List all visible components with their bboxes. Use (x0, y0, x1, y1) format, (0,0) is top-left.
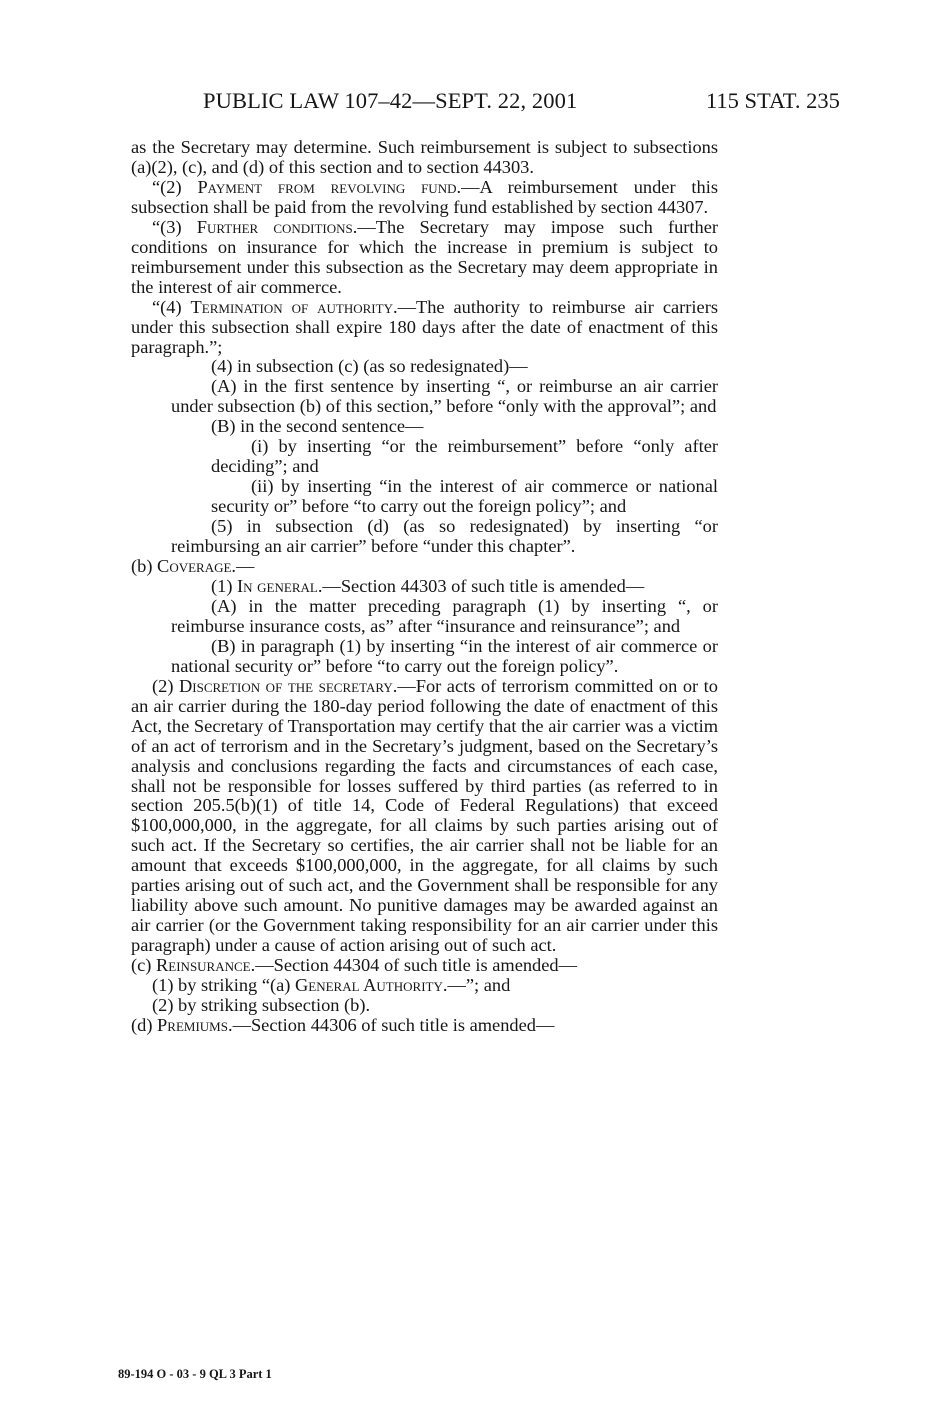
paragraph-heading: Further conditions. (196, 216, 358, 237)
paragraph-number: “(2) (152, 176, 198, 197)
paragraph-in-general (131, 577, 718, 597)
law-body-text (131, 138, 718, 1036)
clause-5-subsection-d: (5) in subsection (d) (as so redesignated) by inserting “or reimbursing an air carrier” before “under this chapter”. (171, 516, 718, 557)
section-number: (b) (131, 556, 158, 577)
paragraph-text: —The authority to reimburse air carriers under this subsection shall expire 180 days after the date of enactment of this paragraph.”; (131, 296, 718, 357)
section-number: (c) (131, 955, 157, 976)
clause-c-2: (2) by striking subsection (b). (152, 994, 371, 1015)
clause-heading: General Authority. (295, 975, 448, 996)
section-heading: Reinsurance. (156, 955, 256, 976)
paragraph-heading: Payment from revolving fund. (197, 176, 462, 197)
paragraph-termination-of-authority (131, 298, 718, 358)
clause-text: (1) by striking “(a) (152, 975, 295, 996)
paragraph-number: (1) (211, 575, 238, 596)
clause-c-1 (131, 976, 718, 996)
section-c-reinsurance (131, 956, 718, 976)
paragraph-number: “(4) (152, 296, 191, 317)
print-job-code: 89-194 O - 03 - 9 QL 3 Part 1 (118, 1367, 272, 1381)
statute-page-number: 115 STAT. 235 (706, 88, 840, 113)
clause-4-B-ii: (ii) by inserting “in the interest of air commerce or national security or” before “to carry out the foreign policy”; and (211, 476, 718, 517)
paragraph-number: (2) (152, 675, 179, 696)
clause-1-A: (A) in the matter preceding paragraph (1) by inserting “, or reimburse insurance costs, as” after “insurance and reinsurance”; and (171, 595, 718, 636)
clause-4-B: (B) in the second sentence— (211, 416, 424, 437)
section-heading: Coverage. (157, 556, 237, 577)
paragraph-heading: In general. (237, 575, 323, 596)
paragraph-text: —For acts of terrorism committed on or to an air carrier during the 180-day period following the date of enactment of this Act, the Secretary of Transportation may certify that the air carrier was a victim of an act of terrorism and in the Secretary’s judgment, based on the Secretary’s analysis and conclusions regarding the facts and circumstances of each case, shall not be responsible for losses suffered by third parties (as referred to in section 205.5(b)(1) of title 14, Code of Federal Regulations) that exceed $100,000,000, in the aggregate, for all claims by such parties arising out of such act. If the Secretary so certifies, the air carrier shall not be liable for an amount that exceeds $100,000,000, in the aggregate, for all claims by such parties arising out of such act, and the Government shall be responsible for any liability above such amount. No punitive damages may be awarded against an air carrier (or the Government taking responsibility for an air carrier under this paragraph) under a cause of action arising out of such act. (131, 675, 718, 956)
clause-text: —”; and (447, 975, 511, 996)
section-text: — (236, 556, 255, 577)
paragraph-number: “(3) (152, 216, 197, 237)
paragraph-text: —A reimbursement under this subsection shall be paid from the revolving fund established by section 44307. (131, 176, 718, 217)
paragraph-continuation: as the Secretary may determine. Such reimbursement is subject to subsections (a)(2), (c), and (d) of this section and to section 44303. (131, 137, 718, 177)
clause-4-subsection-c: (4) in subsection (c) (as so redesignated)— (211, 356, 528, 377)
section-number: (d) (131, 1014, 158, 1035)
section-d-premiums (131, 1016, 718, 1036)
section-text: —Section 44306 of such title is amended— (232, 1014, 555, 1035)
section-b-coverage (131, 557, 718, 577)
paragraph-heading: Discretion of the secretary. (178, 675, 398, 696)
paragraph-text: —Section 44303 of such title is amended— (322, 575, 645, 596)
section-text: —Section 44304 of such title is amended— (255, 955, 578, 976)
clause-4-A: (A) in the first sentence by inserting “, or reimburse an air carrier under subsection (b) of this section,” before “only with the approval”; and (171, 376, 718, 417)
section-heading: Premiums. (157, 1014, 233, 1035)
paragraph-payment-from-revolving-fund (131, 178, 718, 218)
paragraph-text: —The Secretary may impose such further conditions on insurance for which the increase in premium is subject to reimbursement under this subsection as the Secretary may deem appropriate in the interest of air commerce. (131, 216, 718, 297)
paragraph-heading: Termination of authority. (190, 296, 398, 317)
paragraph-discretion-of-the-secretary (131, 677, 718, 956)
running-header-title: PUBLIC LAW 107–42—SEPT. 22, 2001 (203, 88, 578, 113)
paragraph-further-conditions (131, 218, 718, 298)
clause-4-B-i: (i) by inserting “or the reimbursement” before “only after deciding”; and (211, 436, 718, 477)
clause-1-B: (B) in paragraph (1) by inserting “in the interest of air commerce or national security or” before “to carry out the foreign policy”. (171, 635, 718, 676)
